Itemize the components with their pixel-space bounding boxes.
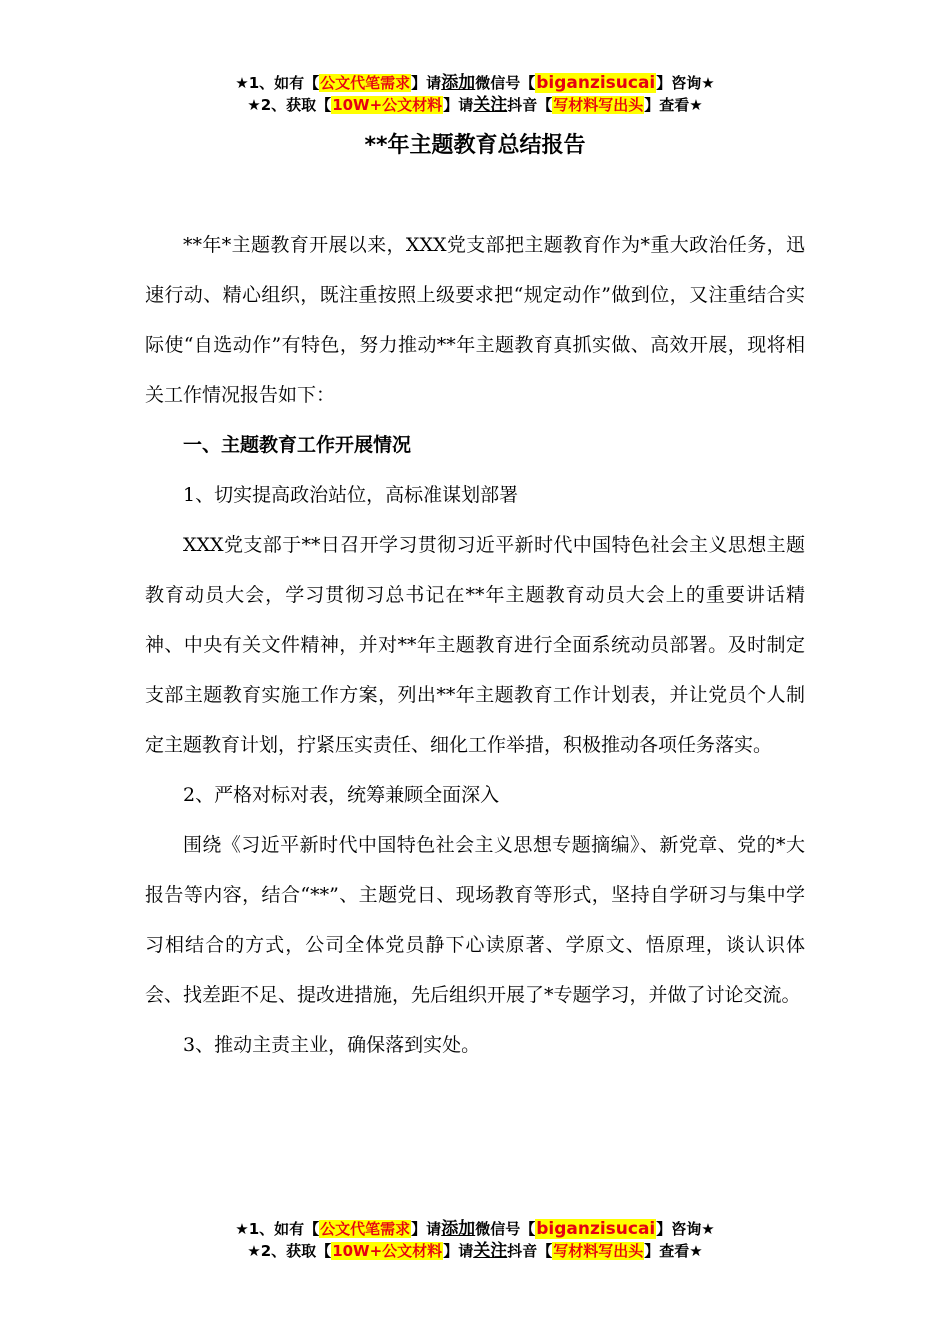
douyin-id: 写材料写出头: [553, 96, 644, 114]
ad-highlight: 10W+公文材料: [332, 1242, 443, 1260]
wechat-id: biganzisucai: [536, 73, 656, 93]
subheading-2: 2、严格对标对表，统筹兼顾全面深入: [183, 784, 500, 806]
section-heading-1: 一、主题教育工作开展情况: [183, 434, 412, 456]
subheading-1: 1、切实提高政治站位，高标准谋划部署: [183, 484, 519, 506]
ad-line-1: ★1、如有【公文代笔需求】请添加微信号【biganzisucai】咨询★: [235, 1219, 715, 1239]
paragraph-1: XXX党支部于**日召开学习贯彻习近平新时代中国特色社会主义思想主题教育动员大会，学习贯彻习总书记在**年主题教育动员大会上的重要讲话精神、中央有关文件精神，并对**年主题教育进行全面系统动员部署。及时制定支部主题教育实施工作方案，列出**年主题教育工作计划表，并让党员个人制定主题教育计划，拧紧压实责任、细化工作举措，积极推动各项任务落实。: [145, 534, 805, 756]
subheading-3: 3、推动主责主业，确保落到实处。: [183, 1034, 481, 1056]
ad-highlight: 10W+公文材料: [332, 96, 443, 114]
paragraph-intro: **年*主题教育开展以来，XXX党支部把主题教育作为*重大政治任务，迅速行动、精心组织，既注重按照上级要求把“规定动作”做到位，又注重结合实际使“自选动作”有特色，努力推动**年主题教育真抓实做、高效开展，现将相关工作情况报告如下：: [145, 234, 805, 406]
ad-line-2: ★2、获取【10W+公文材料】请关注抖音【写材料写出头】查看★: [247, 95, 703, 115]
ad-highlight: 公文代笔需求: [320, 74, 411, 92]
document-title: **年主题教育总结报告: [364, 133, 586, 158]
document-body: [145, 220, 805, 1070]
wechat-id: biganzisucai: [536, 1219, 656, 1239]
douyin-id: 写材料写出头: [553, 1242, 644, 1260]
ad-line-2: ★2、获取【10W+公文材料】请关注抖音【写材料写出头】查看★: [247, 1241, 703, 1261]
top-ad-banner: [0, 72, 950, 116]
ad-highlight: 公文代笔需求: [320, 1220, 411, 1238]
ad-line-1: ★1、如有【公文代笔需求】请添加微信号【biganzisucai】咨询★: [235, 73, 715, 93]
paragraph-2: 围绕《习近平新时代中国特色社会主义思想专题摘编》、新党章、党的*大报告等内容，结合“**”、主题党日、现场教育等形式，坚持自学研习与集中学习相结合的方式，公司全体党员静下心读原著、学原文、悟原理，谈认识体会、找差距不足、提改进措施，先后组织开展了*专题学习，并做了讨论交流。: [145, 834, 805, 1006]
bottom-ad-banner: [0, 1218, 950, 1262]
